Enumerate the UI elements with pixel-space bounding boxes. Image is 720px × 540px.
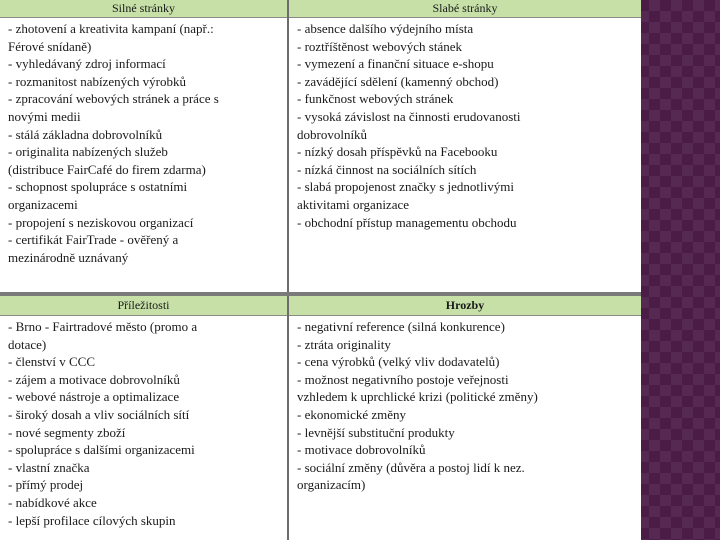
list-item: - možnost negativního postoje veřejnosti vzhledem k uprchlické krizi (politické změny) bbox=[297, 371, 538, 405]
list-item: - vlastní značka bbox=[8, 459, 90, 475]
list-item: - absence dalšího výdejního místa bbox=[297, 21, 474, 36]
list-item: - zájem a motivace dobrovolníků bbox=[8, 371, 180, 387]
list-item: - nízká činnost na sociálních sítích bbox=[297, 161, 477, 177]
list-item: - nabídkové akce bbox=[8, 494, 97, 510]
threats-cell bbox=[289, 296, 641, 540]
strengths-header: Silné stránky bbox=[0, 0, 287, 18]
list-item: - nové segmenty zboží bbox=[8, 424, 126, 440]
list-item: - přímý prodej bbox=[8, 477, 84, 493]
list-item: - nízký dosah příspěvků na Facebooku bbox=[297, 144, 498, 160]
list-item: - cena výrobků (velký vliv dodavatelů) bbox=[297, 354, 500, 370]
list-item: - lepší profilace cílových skupin bbox=[8, 512, 176, 528]
list-item: - slabá propojenost značky s jednotlivými aktivitami organizace bbox=[297, 179, 514, 212]
list-item: - vyhledávaný zdroj informací bbox=[8, 56, 166, 72]
list-item: - schopnost spolupráce s ostatními organizacemi bbox=[8, 179, 188, 212]
threats-header: Hrozby bbox=[289, 296, 641, 316]
list-item: - stálá základna dobrovolníků bbox=[8, 126, 163, 142]
opportunities-list bbox=[0, 316, 287, 529]
threats-list bbox=[289, 316, 641, 494]
list-item: - webové nástroje a optimalizace bbox=[8, 389, 180, 405]
list-item: - certifikát FairTrade - ověřený a mezinárodně uznávaný bbox=[8, 232, 179, 265]
list-item: - vysoká závislost na činnosti erudovanosti dobrovolníků bbox=[297, 108, 521, 142]
list-item: - ekonomické změny bbox=[297, 406, 407, 422]
strengths-cell bbox=[0, 0, 287, 292]
opportunities-cell bbox=[0, 296, 287, 540]
list-item: - rozmanitost nabízených výrobků bbox=[8, 73, 186, 89]
list-item: - ztráta originality bbox=[297, 336, 391, 352]
weaknesses-cell bbox=[289, 0, 641, 292]
list-item: - sociální změny (důvěra a postoj lidí k nez. organizacím) bbox=[297, 459, 525, 493]
opportunities-header: Příležitosti bbox=[0, 296, 287, 316]
list-item: - levnější substituční produkty bbox=[297, 424, 455, 440]
list-item: - široký dosah a vliv sociálních sítí bbox=[8, 406, 190, 422]
list-item: - originalita nabízených služeb (distribuce FairCafé do firem zdarma) bbox=[8, 144, 206, 177]
row-divider bbox=[0, 292, 641, 296]
list-item: - členství v CCC bbox=[8, 354, 96, 370]
list-item: - roztříštěnost webových stánek bbox=[297, 38, 462, 54]
list-item: - propojení s neziskovou organizací bbox=[8, 214, 194, 230]
list-item: - motivace dobrovolníků bbox=[297, 442, 426, 458]
list-item: - zpracování webových stránek a práce s novými medii bbox=[8, 91, 219, 124]
list-item: - obchodní přístup managementu obchodu bbox=[297, 214, 517, 230]
column-divider bbox=[287, 0, 289, 540]
list-item: - spolupráce s dalšími organizacemi bbox=[8, 442, 195, 458]
list-item: - vymezení a finanční situace e-shopu bbox=[297, 56, 494, 72]
list-item: - funkčnost webových stránek bbox=[297, 91, 454, 107]
strengths-list bbox=[0, 18, 287, 266]
list-item: - zhotovení a kreativita kampaní (např.: Férové snídaně) bbox=[8, 21, 214, 54]
list-item: - zavádějící sdělení (kamenný obchod) bbox=[297, 73, 499, 89]
list-item: - negativní reference (silná konkurence) bbox=[297, 319, 505, 334]
weaknesses-list bbox=[289, 18, 641, 231]
list-item: - Brno - Fairtradové město (promo a dotace) bbox=[8, 319, 198, 352]
weaknesses-header: Slabé stránky bbox=[289, 0, 641, 18]
